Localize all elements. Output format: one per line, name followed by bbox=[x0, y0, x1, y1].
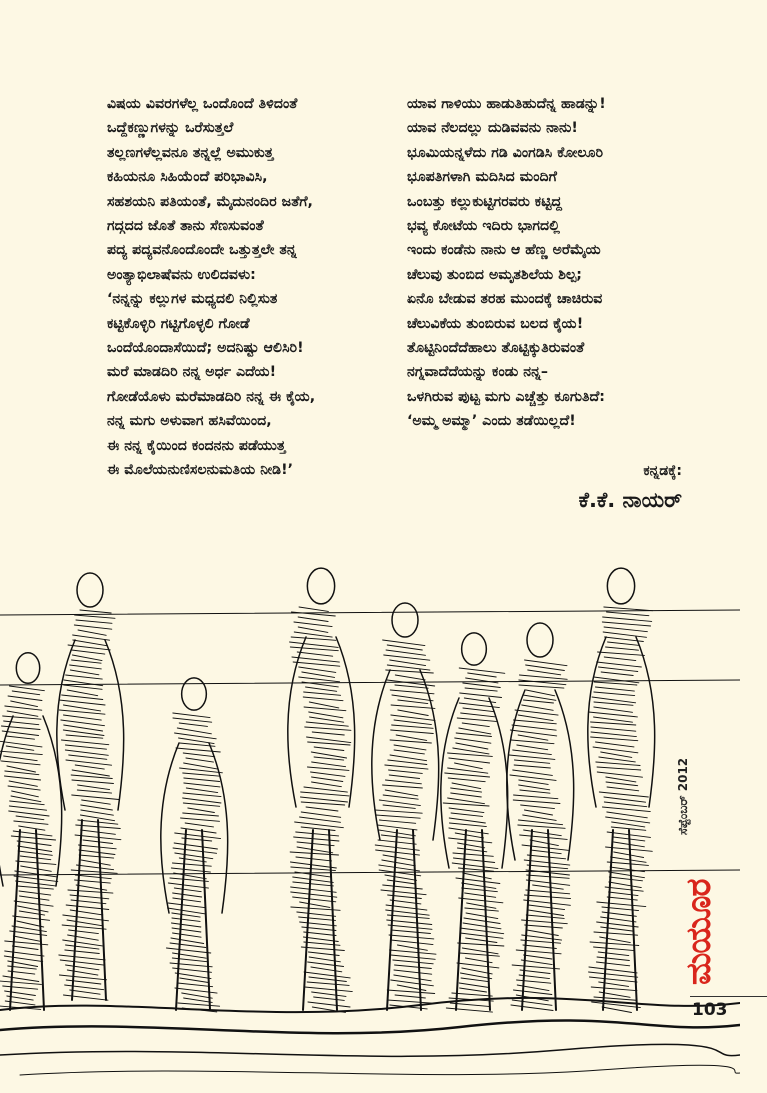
poem-line: ಭೂಪತಿಗಳಾಗಿ ಮದಿಸಿದ ಮಂದಿಗೆ bbox=[407, 169, 557, 186]
translator-label: ಕನ್ನಡಕ್ಕೆ: bbox=[643, 463, 682, 479]
magazine-date: ಸೆಪ್ಟೆಂಬರ್ 2012 bbox=[676, 757, 690, 835]
poem-line: ಈ ಮೊಲೆಯನುಣಿಸಲನುಮತಿಯ ನೀಡಿ!’ bbox=[107, 462, 293, 479]
poem-line: ಪದ್ಯ ಪದ್ಯವನೊಂದೊಂದೇ ಒತ್ತುತ್ತಲೇ ತನ್ನ bbox=[107, 242, 297, 259]
sketch-figure bbox=[441, 633, 508, 1012]
magazine-logo: ಮಯೂರ bbox=[679, 879, 719, 985]
poem-line: ಮರೆ ಮಾಡದಿರಿ ನನ್ನ ಅರ್ಧ ಎದೆಯ! bbox=[107, 364, 277, 381]
poem-line: ನಗ್ನವಾದೆದೆಯನ್ನು ಕಂಡು ನನ್ನ– bbox=[407, 364, 548, 381]
poem-line: ಸಹಶಯನಿ ಪತಿಯಂತೆ, ಮೈದುನಂದಿರ ಜತೆಗೆ, bbox=[107, 193, 313, 210]
poem-line: ಗೋಡೆಯೊಳು ಮರೆಮಾಡದಿರಿ ನನ್ನ ಈ ಕೈಯ, bbox=[107, 388, 316, 405]
poem-line: ಭವ್ಯ ಕೋಟೆಯ ಇದಿರು ಭಾಗದಲ್ಲಿ bbox=[407, 218, 560, 235]
poem-line: ಈ ನನ್ನ ಕೈಯಿಂದ ಕಂದನನು ಪಡೆಯುತ್ತ bbox=[107, 437, 286, 454]
poem-line: ಯಾವ ನೆಲದಲ್ಲು ದುಡಿವವನು ನಾನು! bbox=[407, 120, 578, 137]
poem-line: ‘ನನ್ನನ್ನು ಕಲ್ಲುಗಳ ಮಧ್ಯದಲಿ ನಿಲ್ಲಿಸುತ bbox=[107, 291, 278, 308]
sketch-figure bbox=[161, 678, 228, 1012]
poem-line: ವಿಷಯ ವಿವರಗಳೆಲ್ಲ ಒಂದೊಂದೆ ತಿಳಿದಂತೆ bbox=[107, 96, 298, 112]
ink-sketch-illustration bbox=[0, 555, 740, 1093]
sketch-figure bbox=[0, 653, 62, 1010]
poem-line: ಒಂದೆಯೊಂದಾಸೆಯಿದೆ; ಅದನಿಷ್ಟು ಆಲಿಸಿರಿ! bbox=[107, 340, 304, 357]
sketch-figure bbox=[588, 568, 655, 1012]
poem-line: ‘ಅಮ್ಮ ಅಮ್ಮಾ’ ಎಂದು ತಡೆಯಿಲ್ಲದೆ! bbox=[407, 413, 576, 430]
poem-line: ಕಹಿಯನೂ ಸಿಹಿಯೆಂದೆ ಪರಿಭಾವಿಸಿ, bbox=[107, 169, 268, 186]
poem-line: ಕಟ್ಟಿಕೊಳ್ಳಿರಿ ಗಟ್ಟಿಗೊಳ್ಳಲಿ ಗೋಡೆ bbox=[107, 315, 250, 332]
sketch-figure bbox=[372, 603, 439, 1010]
poem-line: ತಲ್ಲಣಗಳೆಲ್ಲವನೂ ತನ್ನಲ್ಲೆ ಅಮುಕುತ್ತ bbox=[107, 144, 274, 161]
poem-line: ಅಂತ್ಯಾಭಿಲಾಷೆವನು ಉಲಿದವಳು: bbox=[107, 266, 256, 283]
sketch-figure bbox=[288, 568, 355, 1012]
side-strip bbox=[740, 0, 767, 1093]
poem-line: ತೊಟ್ಟಿನಿಂದೆದೆಹಾಲು ತೊಟ್ಟಿಕ್ಕುತಿರುವಂತೆ bbox=[407, 340, 585, 357]
page-number: 103 bbox=[692, 1000, 728, 1020]
poem-line: ಯಾವ ಗಾಳಿಯು ಹಾಡುತಿಹುದೆನ್ನ ಹಾಡನ್ನು! bbox=[407, 96, 606, 112]
poem-line: ಒಂಬತ್ತು ಕಲ್ಲುಕುಟ್ಟಿಗರವರು ಕಟ್ಟಿದ್ದ bbox=[407, 193, 562, 210]
poem-right-column bbox=[407, 92, 606, 434]
sketch-figure bbox=[57, 573, 124, 1000]
poem-line: ಚೆಲುವು ತುಂಬಿದ ಅಮೃತಶಿಲೆಯ ಶಿಲ್ಪ; bbox=[407, 266, 582, 283]
poem-line: ಗದ್ಗದದ ಜೊತೆ ತಾನು ಸೆಣಸುವಂತೆ bbox=[107, 218, 264, 235]
poem-line: ಒದ್ದೆಕಣ್ಣುಗಳನ್ನು ಒರೆಸುತ್ತಲೆ bbox=[107, 120, 234, 137]
poem-left-column bbox=[107, 92, 315, 483]
poem-line: ಚೆಲುವಿಕೆಯ ತುಂಬಿರುವ ಬಲದ ಕೈಯ! bbox=[407, 315, 584, 332]
poem-line: ಒಳಗಿರುವ ಪುಟ್ಟ ಮಗು ಎಚ್ಚೆತ್ತು ಕೂಗುತಿದೆ: bbox=[407, 388, 605, 405]
poem-line: ನನ್ನ ಮಗು ಅಳುವಾಗ ಹಸಿವೆಯಿಂದ, bbox=[107, 413, 272, 430]
poem-line: ಇಂದು ಕಂಡೆನು ನಾನು ಆ ಹೆಣ್ಣ ಅರೆಮೈಯ bbox=[407, 242, 601, 259]
translator-name: ಕೆ.ಕೆ. ನಾಯರ್ bbox=[578, 488, 682, 512]
poem-line: ಭೂಮಿಯನ್ನಳೆದು ಗಡಿ ವಿಂಗಡಿಸಿ ಕೋಲೂರಿ bbox=[407, 144, 604, 161]
page-number-rule bbox=[690, 996, 767, 997]
poem-line: ಏನೊ ಬೇಡುವ ತರಹ ಮುಂದಕ್ಕೆ ಚಾಚಿರುವ bbox=[407, 291, 603, 308]
